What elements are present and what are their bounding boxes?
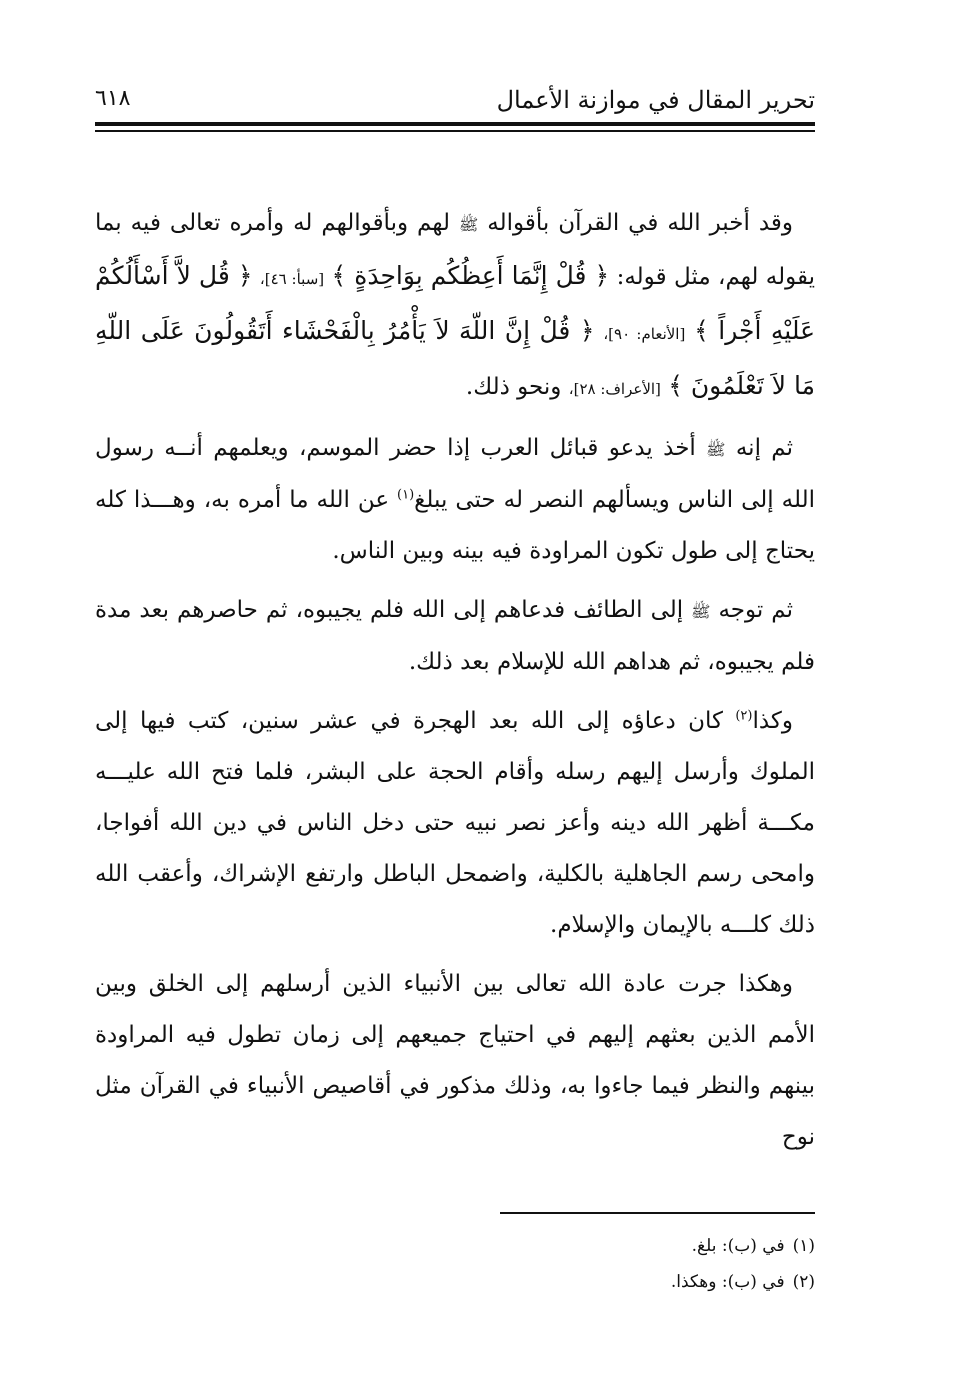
verse-reference: [سبأ: ٤٦]، bbox=[259, 270, 325, 288]
verse-reference: [الأعراف: ٢٨]، bbox=[568, 380, 661, 398]
quran-verse: ﴿ قُلْ إِنَّ اللّهَ لاَ يَأْمُرُ بِالْفَحْشَاء أَتَقُولُونَ عَلَى اللّهِ مَا لاَ تَعْلَمُونَ ﴾ bbox=[95, 316, 815, 400]
verse-reference: [الأنعام: ٩٠]، bbox=[603, 325, 686, 343]
book-title: تحرير المقال في موازنة الأعمال bbox=[496, 86, 815, 114]
text-segment: لهم وبأقوالهم له وأمره تعالى فيه بما يقوله لهم، مثل قوله: bbox=[95, 210, 816, 290]
footnote-marker: (١) bbox=[397, 487, 415, 503]
paragraph-3 bbox=[95, 585, 815, 688]
text-segment: ونحو ذلك. bbox=[465, 374, 562, 400]
main-text bbox=[95, 198, 815, 1171]
text-segment: ثم توجه bbox=[718, 597, 794, 623]
footnote-separator bbox=[500, 1212, 815, 1214]
footnote-1 bbox=[95, 1228, 815, 1264]
footnote-number: (١) bbox=[792, 1236, 815, 1256]
text-segment: أخذ يدعو قبائل العرب إذا حضر الموسم، ويعلمهم أنــه رسول الله إلى الناس ويسألهم النصر له حتى يبلغ bbox=[95, 435, 815, 513]
quran-verse: ﴿ قُلْ إِنَّمَا أَعِظُكُم بِوَاحِدَةٍ ﴾ bbox=[331, 261, 610, 290]
paragraph-2 bbox=[95, 423, 815, 577]
paragraph-4 bbox=[95, 696, 815, 951]
footnote-marker: (٢) bbox=[735, 708, 753, 724]
quran-verse: ﴿ قُل لاَّ أَسْأَلُكُمْ عَلَيْهِ أَجْراً ﴾ bbox=[95, 261, 816, 345]
page-number: ٦١٨ bbox=[95, 86, 131, 111]
text-segment: وكذا bbox=[752, 708, 793, 734]
text-segment: وقد أخبر الله في القرآن بأقواله bbox=[487, 210, 793, 236]
text-segment: كان دعاؤه إلى الله بعد الهجرة في عشر سنين، كتب فيها إلى الملوك وأرسل إليهم رسله وأقام الحجة على البشر، فلما فتح الله عليـــه مكـــة أظهر الله دينه وأعز نصر نبيه حتى دخل الناس في دين الله أفواجا، وامحى رسم الجاهلية بالكلية، واضمحل الباطل وارتفع الإشراك، وأعقب الله ذلك كلـــه بالإيمان والإسلام. bbox=[95, 708, 815, 938]
text-segment: ثم إنه bbox=[735, 435, 794, 461]
footnote-2 bbox=[95, 1264, 815, 1300]
running-header bbox=[95, 80, 815, 120]
footnotes bbox=[95, 1228, 815, 1300]
honorific-glyph: ﷺ bbox=[458, 215, 479, 234]
footnote-text: في (ب): وهكذا. bbox=[670, 1272, 785, 1292]
paragraph-1 bbox=[95, 198, 815, 415]
footnote-number: (٢) bbox=[792, 1272, 815, 1292]
header-rule-thin bbox=[95, 130, 815, 132]
footnote-text: في (ب): بلغ. bbox=[691, 1236, 785, 1256]
text-segment: وهكذا جرت عادة الله تعالى بين الأنبياء الذين أرسلهم إلى الخلق وبين الأمم الذين بعثهم إليهم في احتياج جميعهم إلى زمان تطول فيه المراودة بينهم والنظر فيما جاءوا به، وذلك مذكور في أقاصيص الأنبياء في القرآن مثل نوح bbox=[95, 971, 815, 1150]
honorific-glyph: ﷺ bbox=[691, 602, 711, 621]
text-segment: إلى الطائف فدعاهم إلى الله فلم يجيبوه، ثم حاصرهم بعد مدة فلم يجيبوه، ثم هداهم الله للإسلام بعد ذلك. bbox=[95, 597, 815, 675]
paragraph-5 bbox=[95, 959, 815, 1163]
text-segment: عن الله ما أمره به، وهـــذا كله يحتاج إلى طول تكون المراودة فيه بينه وبين الناس. bbox=[95, 487, 815, 564]
header-rule-thick bbox=[95, 122, 815, 126]
honorific-glyph: ﷺ bbox=[706, 440, 726, 459]
